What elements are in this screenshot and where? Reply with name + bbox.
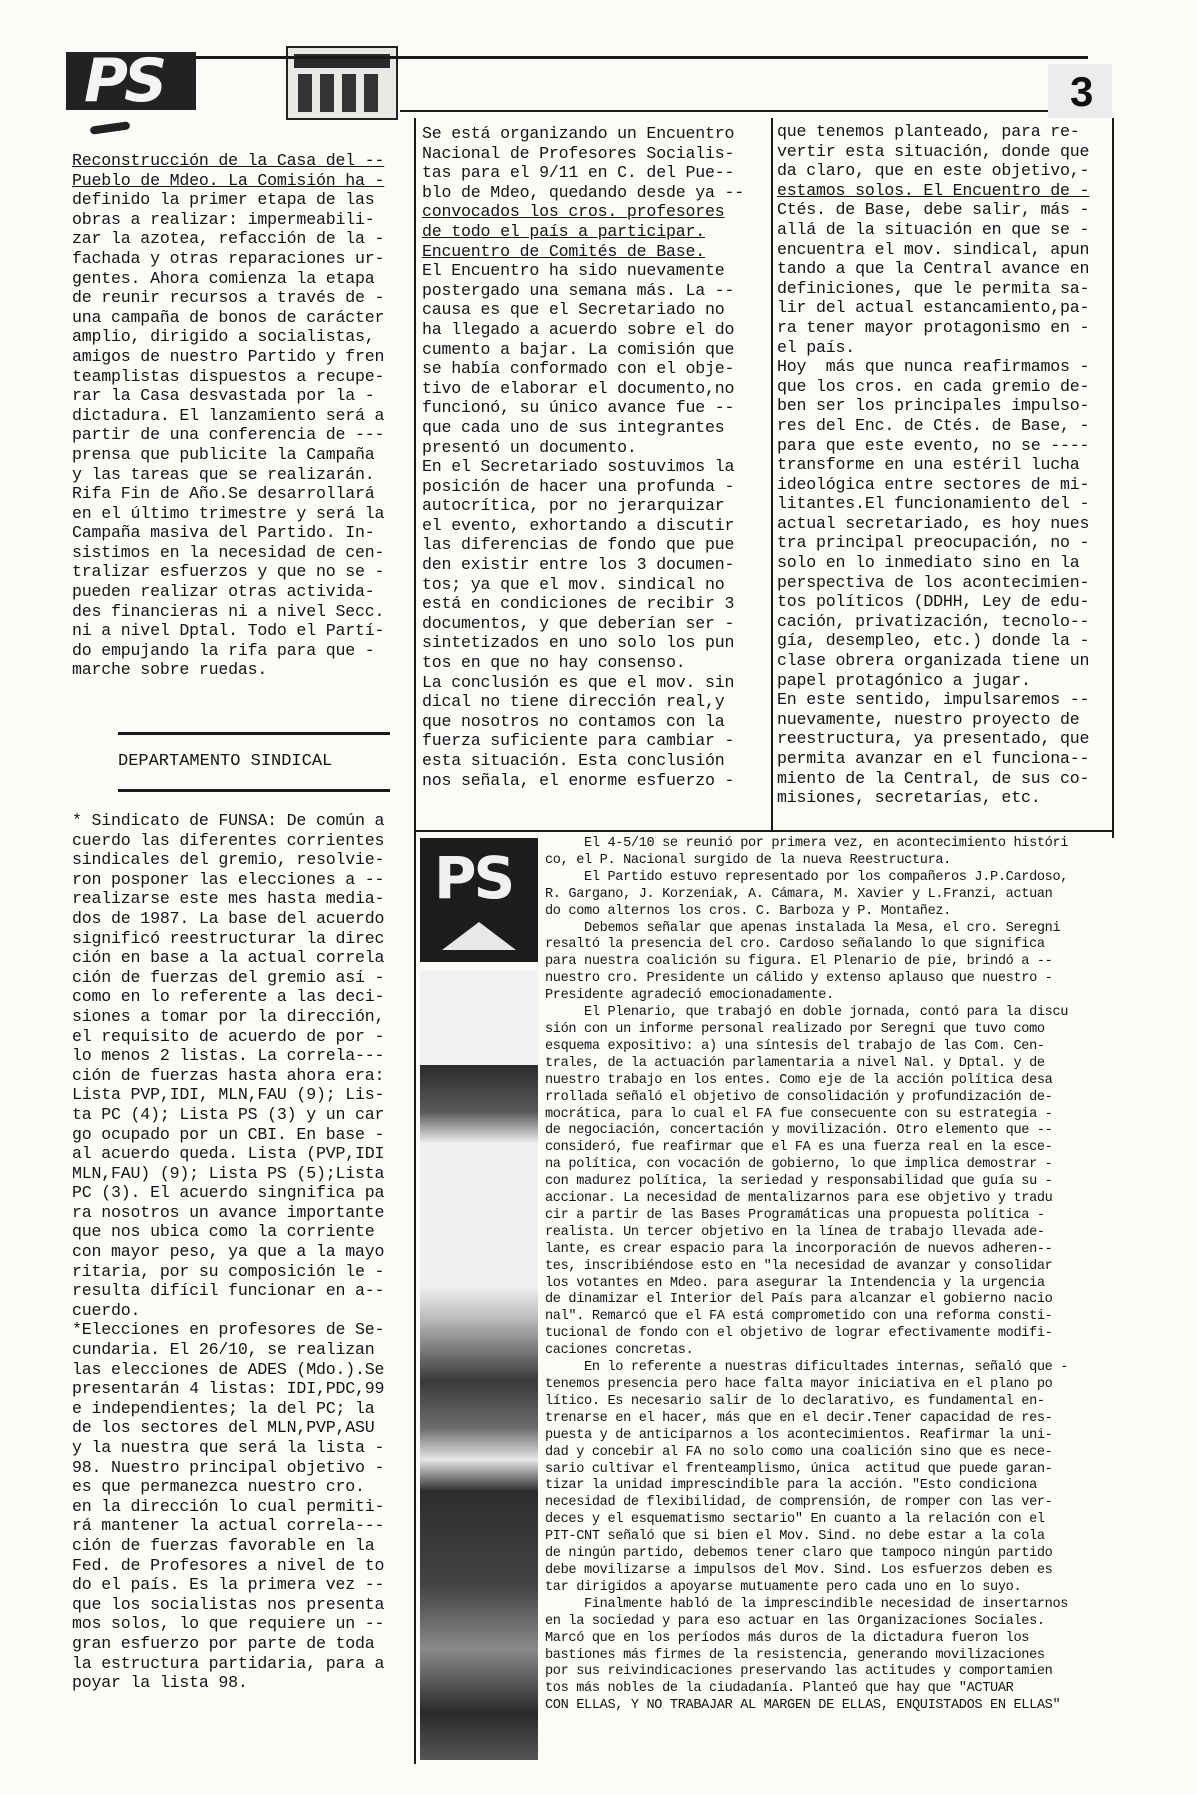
text-line: gran esfuerzo por parte de toda [72,1633,375,1653]
text-line: actual secretariado, es hoy nues [777,513,1090,533]
text-line: do empujando la rifa para que - [72,640,375,660]
text-line: transforme en una estéril lucha [777,455,1080,475]
text-line: deces y el esquematismo sectario" En cuanto a la relación con el [545,1512,1045,1528]
text-line: En el Secretariado sostuvimos la [422,457,735,477]
text-line: presentó un documento. [422,437,637,457]
text-line: bastiones más firmes de la resistencia, generando movilizaciones [545,1647,1045,1663]
text-line: trales, de la actuación parlamentaria a nivel Nal. y Dptal. y de [545,1055,1045,1071]
text-line: y las tareas que se realizarán. [72,464,375,484]
text-line: sario cultivar el frenteamplismo, única actitud que puede garan- [545,1461,1053,1477]
text-line: de los sectores del MLN,PVP,ASU [72,1418,375,1438]
text-line: ta PC (4); Lista PS (3) y un car [72,1104,385,1124]
text-line: tando a que la Central avance en [777,259,1090,279]
text-line: Rifa Fin de Año.Se desarrollará [72,484,375,504]
section-title-sindical: DEPARTAMENTO SINDICAL [118,752,333,771]
text-line: las elecciones de ADES (Mdo.).Se [72,1359,385,1379]
text-line: Hoy más que nunca reafirmamos - [777,357,1090,377]
text-line: amplio, dirigido a socialistas, [72,327,375,347]
text-line: cir a partir de las Bases Programáticas una propuesta política - [545,1207,1045,1223]
text-line: trenarse en el hacer, más que en el decir.Tener capacidad de res- [545,1410,1053,1426]
text-line: El 4-5/10 se reunió por primera vez, en acontecimiento históri [545,836,1069,851]
text-line: la estructura partidaria, para a [72,1653,385,1673]
text-line: papel protagónico a jugar. [777,670,1031,690]
text-line: pueden realizar otras activida- [72,582,375,602]
left-column-top [72,151,407,680]
text-line: clase obrera organizada tiene un [777,651,1090,671]
text-line: ra nosotros un avance importante [72,1202,385,1222]
text-line: Marcó que en los períodos más duros de la dictadura fueron los [545,1630,1030,1646]
text-line: zar la azotea, refacción de la - [72,229,385,249]
text-line: Pueblo de Mdeo. La Comisión ha - [72,170,385,190]
text-line: necesidad de flexibilidad, de comprensión, de romper con las ver- [545,1495,1053,1511]
text-line: encuentra el mov. sindical, apun [777,239,1090,259]
text-line: esta situación. Esta conclusión [422,751,725,770]
text-line: para nuestra coalición su figura. El Plenario de pie, brindó a -- [545,954,1053,970]
text-line: esquema expositivo: a) una síntesis del trabajo de las Com. Cen- [545,1038,1045,1054]
text-line: tos más nobles de la ciudadanía. Planteó que hay que "ACTUAR [545,1681,1014,1697]
text-line: rrollada señaló el objetivo de consolidación y profundización de- [545,1089,1053,1105]
text-line: convocados los cros. profesores [422,202,725,222]
text-line: R. Gargano, J. Korzeniak, A. Cámara, M. Xavier y L.Franzi, actuan [545,886,1053,902]
text-line: siones a tomar por la dirección, [72,1006,385,1026]
text-line: da claro, que en este objetivo,- [777,161,1090,181]
text-line: accionar. La necesidad de mentalizarnos para ese objetivo y tradu [545,1191,1053,1207]
text-line: tizar la unidad imprescindible para la acción. "Esto condiciona [545,1478,1037,1494]
text-line: CON ELLAS, Y NO TRABAJAR AL MARGEN DE ELLAS, ENQUISTADOS EN ELLAS" [545,1698,1061,1714]
text-line: como en lo referente a las deci- [72,987,385,1007]
text-line: miento de la Central, de sus co- [777,768,1090,788]
text-line: realizarse este mes hasta media- [72,889,385,909]
text-line: El Partido estuvo representado por los compañeros J.P.Cardoso, [545,869,1069,885]
text-line: dical no tiene dirección real,y [422,692,725,712]
text-line: sión con un informe personal realizado por Seregni que tuvo como [545,1021,1045,1037]
text-line: prensa que publicite la Campaña [72,444,375,464]
text-line: definido la primer etapa de las [72,190,375,210]
text-line: cación, privatización, tecnolo-- [777,611,1090,631]
text-line: Presidente agradeció emocionadamente. [545,988,834,1004]
text-line: Lista PVP,IDI, MLN,FAU (9); Lis- [72,1085,385,1105]
masthead-rule-lower [400,110,1090,112]
text-line: vertir esta situación, donde que [777,141,1090,161]
text-line: que cada uno de sus integrantes [422,417,725,437]
text-line: tucional de fondo con el objetivo de lograr efectivamente modifi- [545,1326,1053,1342]
text-line: rar la Casa desvastada por la - [72,386,375,406]
text-line: sindicales del gremio, resolvie- [72,850,385,870]
text-line: sistimos en la necesidad de cen- [72,542,385,562]
text-line: MLN,FAU) (9); Lista PS (5);Lista [72,1163,385,1183]
text-line: teamplistas dispuestos a recupe- [72,366,385,386]
text-line: sintetizados en uno solo los pun [422,633,735,653]
text-line: caciones concretas. [545,1343,694,1359]
text-line: con mayor peso, ya que a la mayo [72,1242,385,1262]
text-line: gía, desempleo, etc.) donde la - [777,631,1090,651]
text-line: e independientes; la del PC; la [72,1398,375,1418]
text-line: con madurez política, la seriedad y responsabilidad que guía su - [545,1174,1053,1190]
text-line: de ningún partido, debemos tener claro que tampoco ningún partido [545,1546,1053,1562]
text-line: nuestro trabajo en los entes. Como eje de la acción política desa [545,1072,1053,1088]
text-line: nuevamente, nuestro proyecto de [777,709,1080,729]
text-line: nuestro cro. Presidente un cálido y extenso aplauso que nuestro - [545,971,1053,987]
text-line: tas para el 9/11 en C. del Pue-- [422,163,735,183]
text-line: blo de Mdeo, quedando desde ya -- [422,182,745,202]
text-line: PIT-CNT señaló que si bien el Mov. Sind. no debe estar a la cola [545,1529,1045,1545]
text-line: tivo de elaborar el documento,no [422,378,735,398]
masthead-logo-text: PS [84,46,164,116]
text-line: funcionó, su único avance fue -- [422,398,735,418]
text-line: poyar la lista 98. [72,1673,248,1693]
plenary-badge-text: PS [434,844,513,912]
text-line: nal". Remarcó que el FA está comprometido con una reforma consti- [545,1309,1053,1325]
text-line: tos políticos (DDHH, Ley de edu- [777,592,1090,612]
text-line: en el último trimestre y será la [72,503,385,523]
text-line: Campaña masiva del Partido. In- [72,523,375,543]
text-line: las diferencias de fondo que pue [422,535,735,555]
text-line: obras a realizar: impermeabili- [72,209,375,229]
text-line: estamos solos. El Encuentro de - [777,180,1090,200]
text-line: es que permanezca nuestro cro. [72,1477,365,1497]
plenary-top-rule [414,830,1114,832]
text-line: 98. Nuestro principal objetivo - [72,1457,385,1477]
text-line: el evento, exhortando a discutir [422,515,735,535]
text-line: en la dirección lo cual permiti- [72,1496,385,1516]
text-line: En lo referente a nuestras dificultades internas, señaló que - [545,1360,1069,1376]
text-line: Finalmente habló de la imprescindible necesidad de insertarnos [545,1596,1069,1612]
text-line: permita avanzar en el funciona-- [777,749,1090,768]
text-line: En este sentido, impulsaremos -- [777,690,1090,710]
text-line: co, el P. Nacional surgido de la nueva Reestructura. [545,852,951,868]
text-line: des financieras ni a nivel Secc. [72,601,385,621]
text-line: Se está organizando un Encuentro [422,124,735,143]
text-line: marche sobre ruedas. [72,660,268,680]
text-line: ideológica entre sectores de mi- [777,474,1090,494]
text-line: para que este evento, no se ---- [777,435,1090,455]
middle-column [422,124,767,790]
text-line: que los cros. en cada gremio de- [777,376,1090,396]
text-line: ción de fuerzas hasta ahora era: [72,1065,385,1085]
masthead-logo [66,46,196,116]
text-line: tos; ya que el mov. sindical no [422,574,725,594]
text-line: fuerza suficiente para cambiar - [422,731,735,751]
text-line: fachada y otras reparaciones ur- [72,248,385,268]
text-line: perspectiva de los acontecimien- [777,572,1090,592]
text-line: resaltó la presencia del cro. Cardoso señalando lo que significa [545,937,1045,953]
text-line: postergado una semana más. La -- [422,280,735,300]
text-line: consideró, fue reafirmar que el FA es una fuerza real en la esce- [545,1140,1053,1156]
text-line: debe movilizarse a impulsos del Mov. Sind. Los esfuerzos deben es [545,1562,1053,1578]
text-line: ción de fuerzas favorable en la [72,1535,375,1555]
text-line: cundaria. El 26/10, se realizan [72,1340,375,1360]
text-line: autocrítica, por no jerarquizar [422,496,725,516]
text-line: que nos ubica como la corriente [72,1222,375,1242]
text-line: se había conformado con el obje- [422,359,735,379]
text-line: go ocupado por un CBI. En base - [72,1124,385,1144]
text-line: documentos, y que deberían ser - [422,613,735,633]
text-line: den existir entre los 3 documen- [422,555,735,575]
text-line: Fed. de Profesores a nivel de to [72,1555,385,1575]
plenary-photo-strip [420,970,538,1760]
text-line: los votantes en Mdeo. para asegurar la Intendencia y la urgencia [545,1275,1045,1291]
text-line: en la sociedad y para eso actuar en las Organizaciones Sociales. [545,1613,1045,1629]
page-number-block [1048,64,1112,118]
text-line: nos señala, el enorme esfuerzo - [422,770,735,790]
text-line: lir del actual estancamiento,pa- [777,298,1090,318]
column-rule-middle-left [414,118,416,1764]
text-line: de dinamizar el Interior del País para alcanzar el gobierno nacio [545,1292,1053,1308]
text-line: de todo el país a participar. [422,221,705,241]
text-line: dad y concebir al FA no solo como una coalición sino que es nece- [545,1444,1053,1460]
text-line: de reunir recursos a través de - [72,288,385,308]
text-line: puesta y de anticiparnos a los acontecimientos. Reafirmar la uni- [545,1427,1053,1443]
text-line: * Sindicato de FUNSA: De común a [72,811,385,830]
text-line: misiones, secretarías, etc. [777,788,1041,808]
text-line: reestructura, ya presentado, que [777,729,1090,749]
text-line: na política, con vocación de gobierno, lo que implica demostrar - [545,1157,1053,1173]
text-line: cuerdo las diferentes corrientes [72,830,385,850]
text-line: ra tener mayor protagonismo en - [777,317,1090,337]
plenary-article [545,836,1111,1715]
text-line: tenemos presencia pero hace falta mayor iniciativa en el plano po [545,1377,1053,1392]
masthead-rule [196,56,1088,59]
text-line: allá de la situación en que se - [777,219,1090,239]
bird-ornament-icon [90,121,131,134]
text-line: partir de una conferencia de --- [72,425,385,445]
text-line: lítico. Es necesario salir de lo declarativo, es fundamental en- [545,1393,1045,1409]
text-line: *Elecciones en profesores de Se- [72,1320,385,1340]
text-line: lo menos 2 listas. La correla--- [72,1046,385,1066]
text-line: mos solos, lo que requiere un -- [72,1614,385,1634]
text-line: realista. Un tercer objetivo en la línea de trabajo llevada ade- [545,1224,1045,1240]
text-line: tralizar esfuerzos y que no se - [72,562,385,582]
text-line: dos de 1987. La base del acuerdo [72,908,385,928]
text-line: La conclusión es que el mov. sin [422,672,735,692]
text-line: Ctés. de Base, debe salir, más - [777,200,1090,220]
text-line: que tenemos planteado, para re- [777,122,1080,141]
column-rule-right-edge [1112,118,1114,838]
text-line: cumento a bajar. La comisión que [422,339,735,359]
text-line: res del Enc. de Ctés. de Base, - [777,415,1090,435]
text-line: tes, inscribiéndose esto en "la necesidad de avanzar y consolidar [545,1258,1053,1274]
text-line: Encuentro de Comités de Base. [422,241,705,261]
text-line: lante, es crear espacio para la incorporación de nuevos adheren-- [545,1241,1053,1257]
text-line: el requisito de acuerdo de por - [72,1026,385,1046]
section-rule-top [118,732,390,735]
text-line: ción en base a la actual correla [72,948,385,968]
text-line: do el país. Es la primera vez -- [72,1575,385,1595]
left-column-bottom [72,811,407,1693]
text-line: una campaña de bonos de carácter [72,307,385,327]
text-line: Debemos señalar que apenas instalada la Mesa, el cro. Seregni [545,920,1061,936]
text-line: que los socialistas nos presenta [72,1594,385,1614]
page-number: 3 [1070,68,1094,115]
text-line: presentarán 4 listas: IDI,PDC,99 [72,1379,385,1399]
text-line: ni a nivel Dptal. Todo el Partí- [72,621,385,641]
text-line: El Plenario, que trabajó en doble jornada, contó para la discu [545,1005,1069,1021]
text-line: ritaria, por su composición le - [72,1261,385,1281]
right-column [777,122,1112,808]
section-rule-bottom [118,789,390,792]
text-line: resulta difícil funcionar en a-- [72,1281,385,1301]
text-line: solo en lo inmediato sino en la [777,553,1080,573]
text-line: Nacional de Profesores Socialis- [422,143,735,163]
text-line: definiciones, que le permita sa- [777,278,1090,298]
text-line: gentes. Ahora comienza la etapa [72,268,375,288]
text-line: rá mantener la actual correla--- [72,1516,385,1536]
text-line: ron posponer las elecciones a -- [72,869,385,889]
text-line: al acuerdo queda. Lista (PVP,IDI [72,1144,385,1164]
text-line: posición de hacer una profunda - [422,476,735,496]
text-line: amigos de nuestro Partido y fren [72,346,385,366]
text-line: do como alternos los cros. C. Barboza y P. Montañez. [545,903,951,919]
plenary-ps-badge [420,838,538,962]
text-line: tar dirigidos a apoyarse mutuamente pero cada uno en lo suyo. [545,1579,1022,1595]
text-line: el país. [777,337,856,357]
text-line: que nosotros no contamos con la [422,711,725,731]
text-line: por sus reivindicaciones preservando las actitudes y comportamien [545,1664,1053,1680]
text-line: de negociación, concertación y movilización. Otro elemento que -- [545,1123,1053,1139]
text-line: y la nuestra que será la lista - [72,1438,385,1457]
text-line: dictadura. El lanzamiento será a [72,405,385,425]
column-rule-middle-right [771,118,773,830]
text-line: tra principal preocupación, no - [777,533,1090,553]
text-line: ha llegado a acuerdo sobre el do [422,319,735,339]
plenary-badge-emblem-icon [442,922,516,950]
text-line: cuerdo. [72,1300,141,1320]
text-line: litantes.El funcionamiento del - [777,494,1090,514]
text-line: El Encuentro ha sido nuevamente [422,261,725,281]
text-line: mocrática, para lo cual el FA fue consecuente con su estrategia - [545,1106,1053,1122]
text-line: Reconstrucción de la Casa del -- [72,151,385,170]
text-line: está en condiciones de recibir 3 [422,594,735,614]
text-line: tos en que no hay consenso. [422,653,686,673]
text-line: ción de fuerzas del gremio así - [72,967,385,987]
text-line: causa es que el Secretariado no [422,300,725,320]
text-line: PC (3). El acuerdo singnifica pa [72,1183,385,1203]
text-line: significó reestructurar la direc [72,928,385,948]
text-line: ben ser los principales impulso- [777,396,1090,416]
